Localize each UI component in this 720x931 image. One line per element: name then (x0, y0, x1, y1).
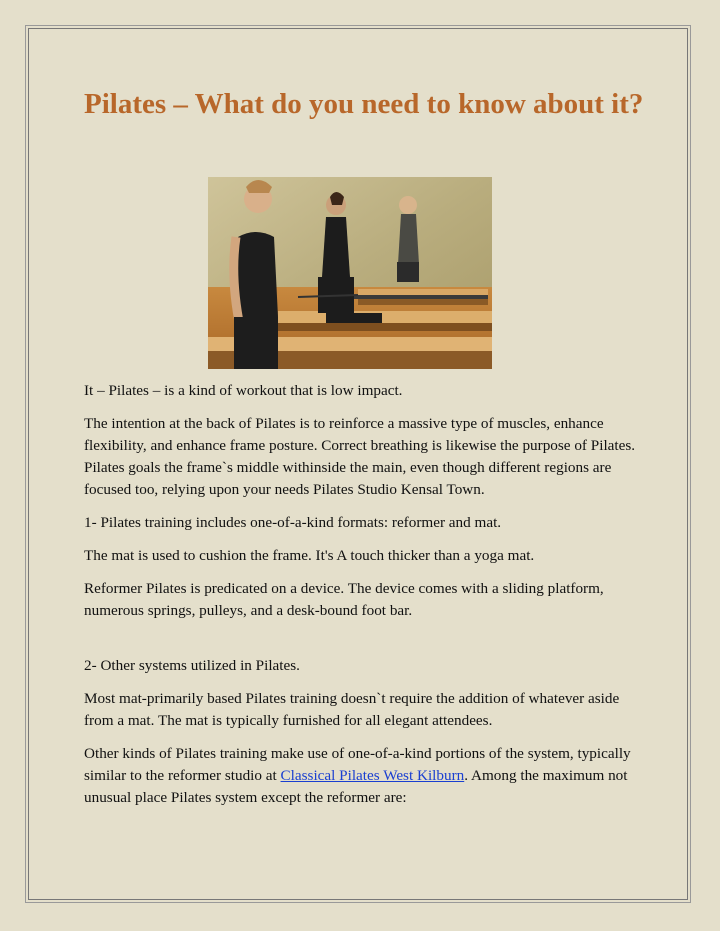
paragraph-mat-based: Most mat-primarily based Pilates training doesn`t require the addition of whatever aside from a mat. The mat is typically furnished for all elegant attendees. (84, 690, 620, 729)
paragraph-mat: The mat is used to cushion the frame. It's A touch thicker than a yoga mat. (84, 547, 535, 564)
paragraph-reformer: Reformer Pilates is predicated on a device. The device comes with a sliding platform, numerous springs, pulleys, and a desk-bound foot bar. (84, 580, 604, 619)
paragraph-other-kinds (84, 743, 644, 809)
paragraph-other-kinds-text-start: Other kinds of Pilates training make use of one-of-a-kind portions of the system, typically similar to the reformer studio at (84, 745, 631, 784)
page-title: Pilates – What do you need to know about it? (84, 88, 644, 120)
classical-pilates-link[interactable]: Classical Pilates West Kilburn (280, 767, 465, 784)
paragraph-other-kinds-text-end: . Among the maximum not unusual place Pilates system except the reformer are: (84, 767, 628, 806)
paragraph-formats: 1- Pilates training includes one-of-a-kind formats: reformer and mat. (84, 514, 502, 531)
article-body (84, 380, 644, 820)
paragraph-intention: The intention at the back of Pilates is to reinforce a massive type of muscles, enhance flexibility, and enhance frame posture. Correct breathing is likewise the purpose of Pilates. Pilates goals the frame`s middle withinside the main, even though different regions are focused too, relying upon your needs Pilates Studio Kensal Town. (84, 415, 636, 498)
paragraph-intro: It – Pilates – is a kind of workout that is low impact. (84, 382, 403, 399)
pilates-photo (208, 177, 492, 369)
paragraph-other-systems: 2- Other systems utilized in Pilates. (84, 657, 300, 674)
